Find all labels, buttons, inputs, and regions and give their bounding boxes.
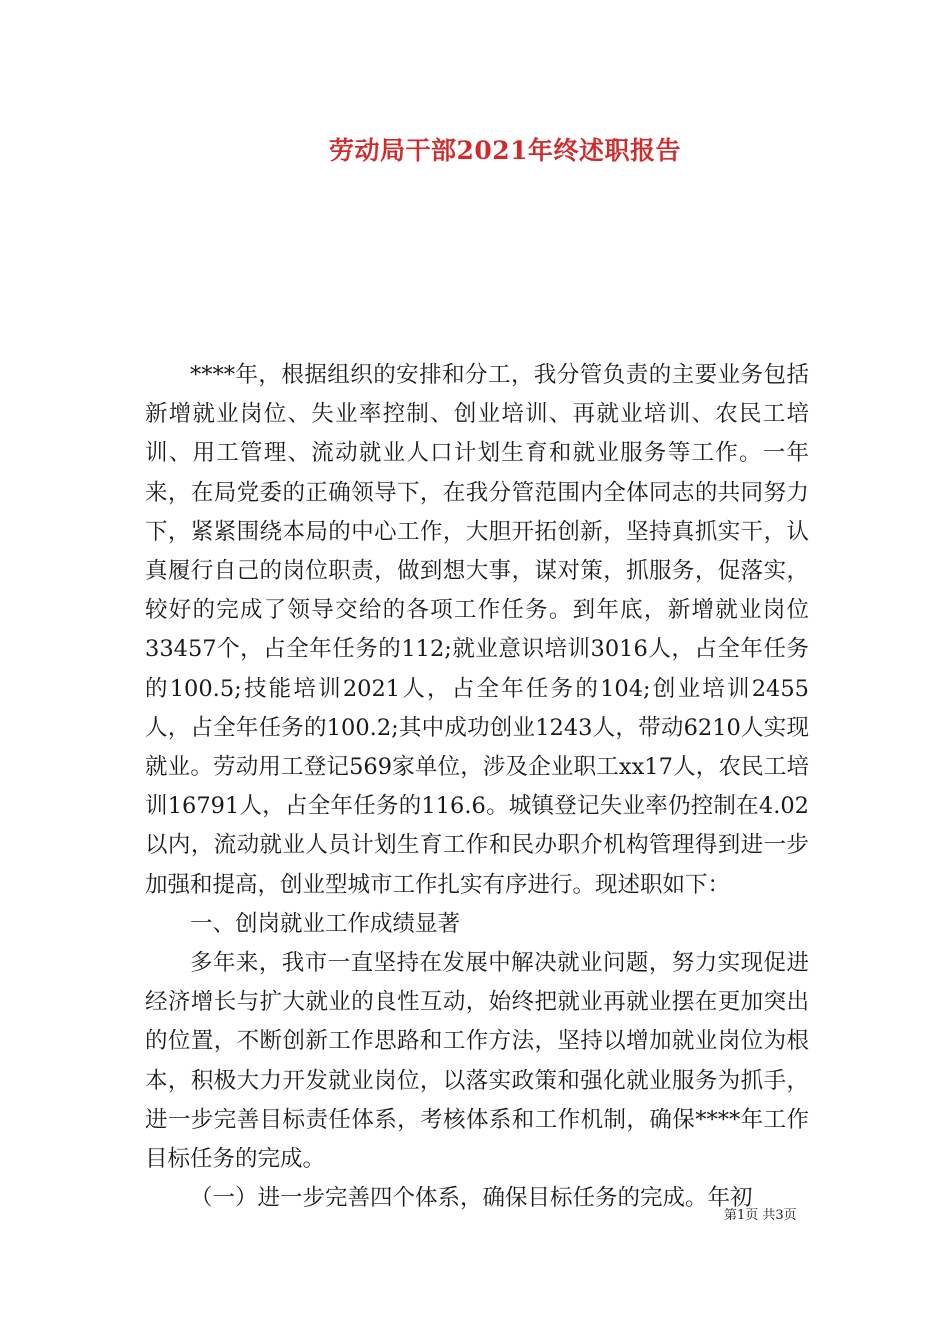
paragraph-subsection-one: （一）进一步完善四个体系，确保目标任务的完成。年初 bbox=[190, 1185, 753, 1212]
page-number: 第1页 共3页 bbox=[724, 1208, 797, 1223]
paragraph-intro: ****年，根据组织的安排和分工，我分管负责的主要业务包括新增就业岗位、失业率控制、创业培训、再就业培训、农民工培训、用工管理、流动就业人口计划生育和就业服务等工作。一年来，在局党委的正确领导下，在我分管范围内全体同志的共同努力下，紧紧围绕本局的中心工作，大胆开拓创新，坚持真抓实干，认真履行自己的岗位职责，做到想大事，谋对策，抓服务，促落实，较好的完成了领导交给的各项工作任务。到年底，新增就业岗位33457个，占全年任务的112;就业意识培训3016人，占全年任务的100.5;技能培训2021人，占全年任务的104;创业培训2455人，占全年任务的100.2;其中成功创业1243人，带动6210人实现就业。劳动用工登记569家单位，涉及企业职工xx17人，农民工培训16791人，占全年任务的116.6。城镇登记失业率仍控制在4.02以内，流动就业人员计划生育工作和民办职介机构管理得到进一步加强和提高，创业型城市工作扎实有序进行。现述职如下： bbox=[145, 362, 809, 898]
section-heading: 一、创岗就业工作成绩显著 bbox=[190, 910, 461, 937]
document-body bbox=[145, 356, 809, 1218]
document-title: 劳动局干部2021年终述职报告 bbox=[328, 136, 682, 165]
paragraph-section-one: 多年来，我市一直坚持在发展中解决就业问题，努力实现促进经济增长与扩大就业的良性互动，始终把就业再就业摆在更加突出的位置，不断创新工作思路和工作方法，坚持以增加就业岗位为根本，积极大力开发就业岗位，以落实政策和强化就业服务为抓手，进一步完善目标责任体系，考核体系和工作机制，确保****年工作目标任务的完成。 bbox=[145, 950, 809, 1173]
